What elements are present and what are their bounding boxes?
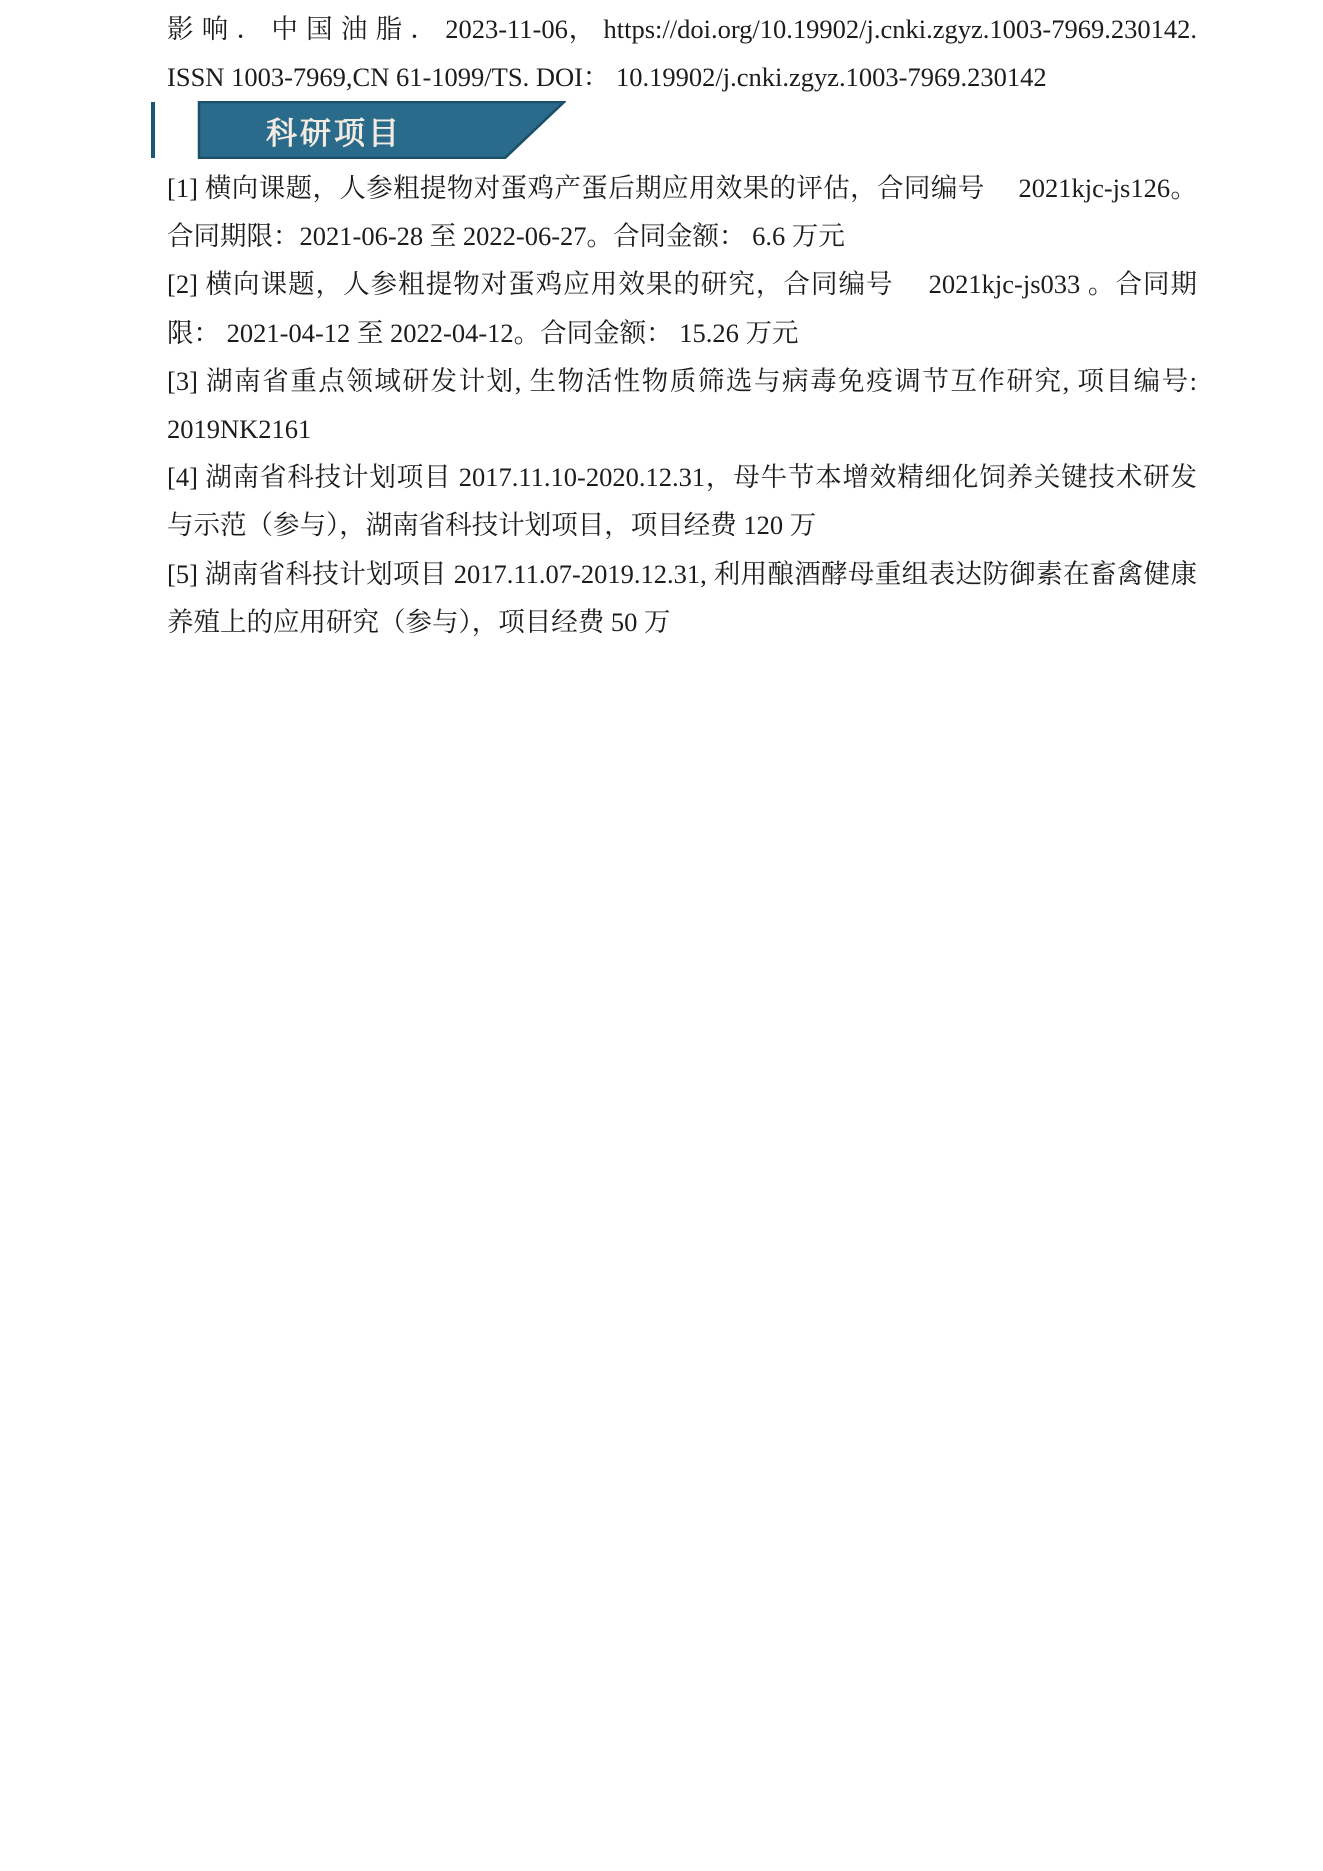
project-item-3: [3] 湖南省重点领域研发计划, 生物活性物质筛选与病毒免疫调节互作研究, 项目编号: 2019NK2161 — [167, 365, 1197, 445]
project-item-4: [4] 湖南省科技计划项目 2017.11.10-2020.12.31，母牛节本增效精细化饲养关键技术研发与示范（参与），湖南省科技计划项目，项目经费 120 万 — [167, 462, 1197, 541]
project-item-2: [2] 横向课题，人参粗提物对蛋鸡应用效果的研究，合同编号 2021kjc-js033 。合同期限： 2021-04-12 至 2022-04-12。合同金额： 15.26 万元 — [167, 269, 1197, 348]
section-banner — [150, 101, 566, 159]
project-item-5: [5] 湖南省科技计划项目 2017.11.07-2019.12.31, 利用酿酒酵母重组表达防御素在畜禽健康养殖上的应用研究（参与），项目经费 50 万 — [167, 558, 1197, 637]
section-title: 科研项目 — [266, 115, 402, 151]
citation-paragraph: 影 响 ． 中 国 油 脂 ． 2023-11-06， https://doi.org/10.19902/j.cnki.zgyz.1003-7969.230142. ISSN 1003-7969,CN 61-1099/TS. DOI： 10.19902/j.cnki.zgyz.1003-7969.230142 — [167, 14, 1224, 92]
project-item-1: [1] 横向课题，人参粗提物对蛋鸡产蛋后期应用效果的评估，合同编号 2021kjc-js126。合同期限：2021-06-28 至 2022-06-27。合同金额： 6.6 万元 — [167, 173, 1197, 252]
ribbon-accent-bar — [151, 102, 155, 158]
project-list — [167, 164, 1197, 646]
